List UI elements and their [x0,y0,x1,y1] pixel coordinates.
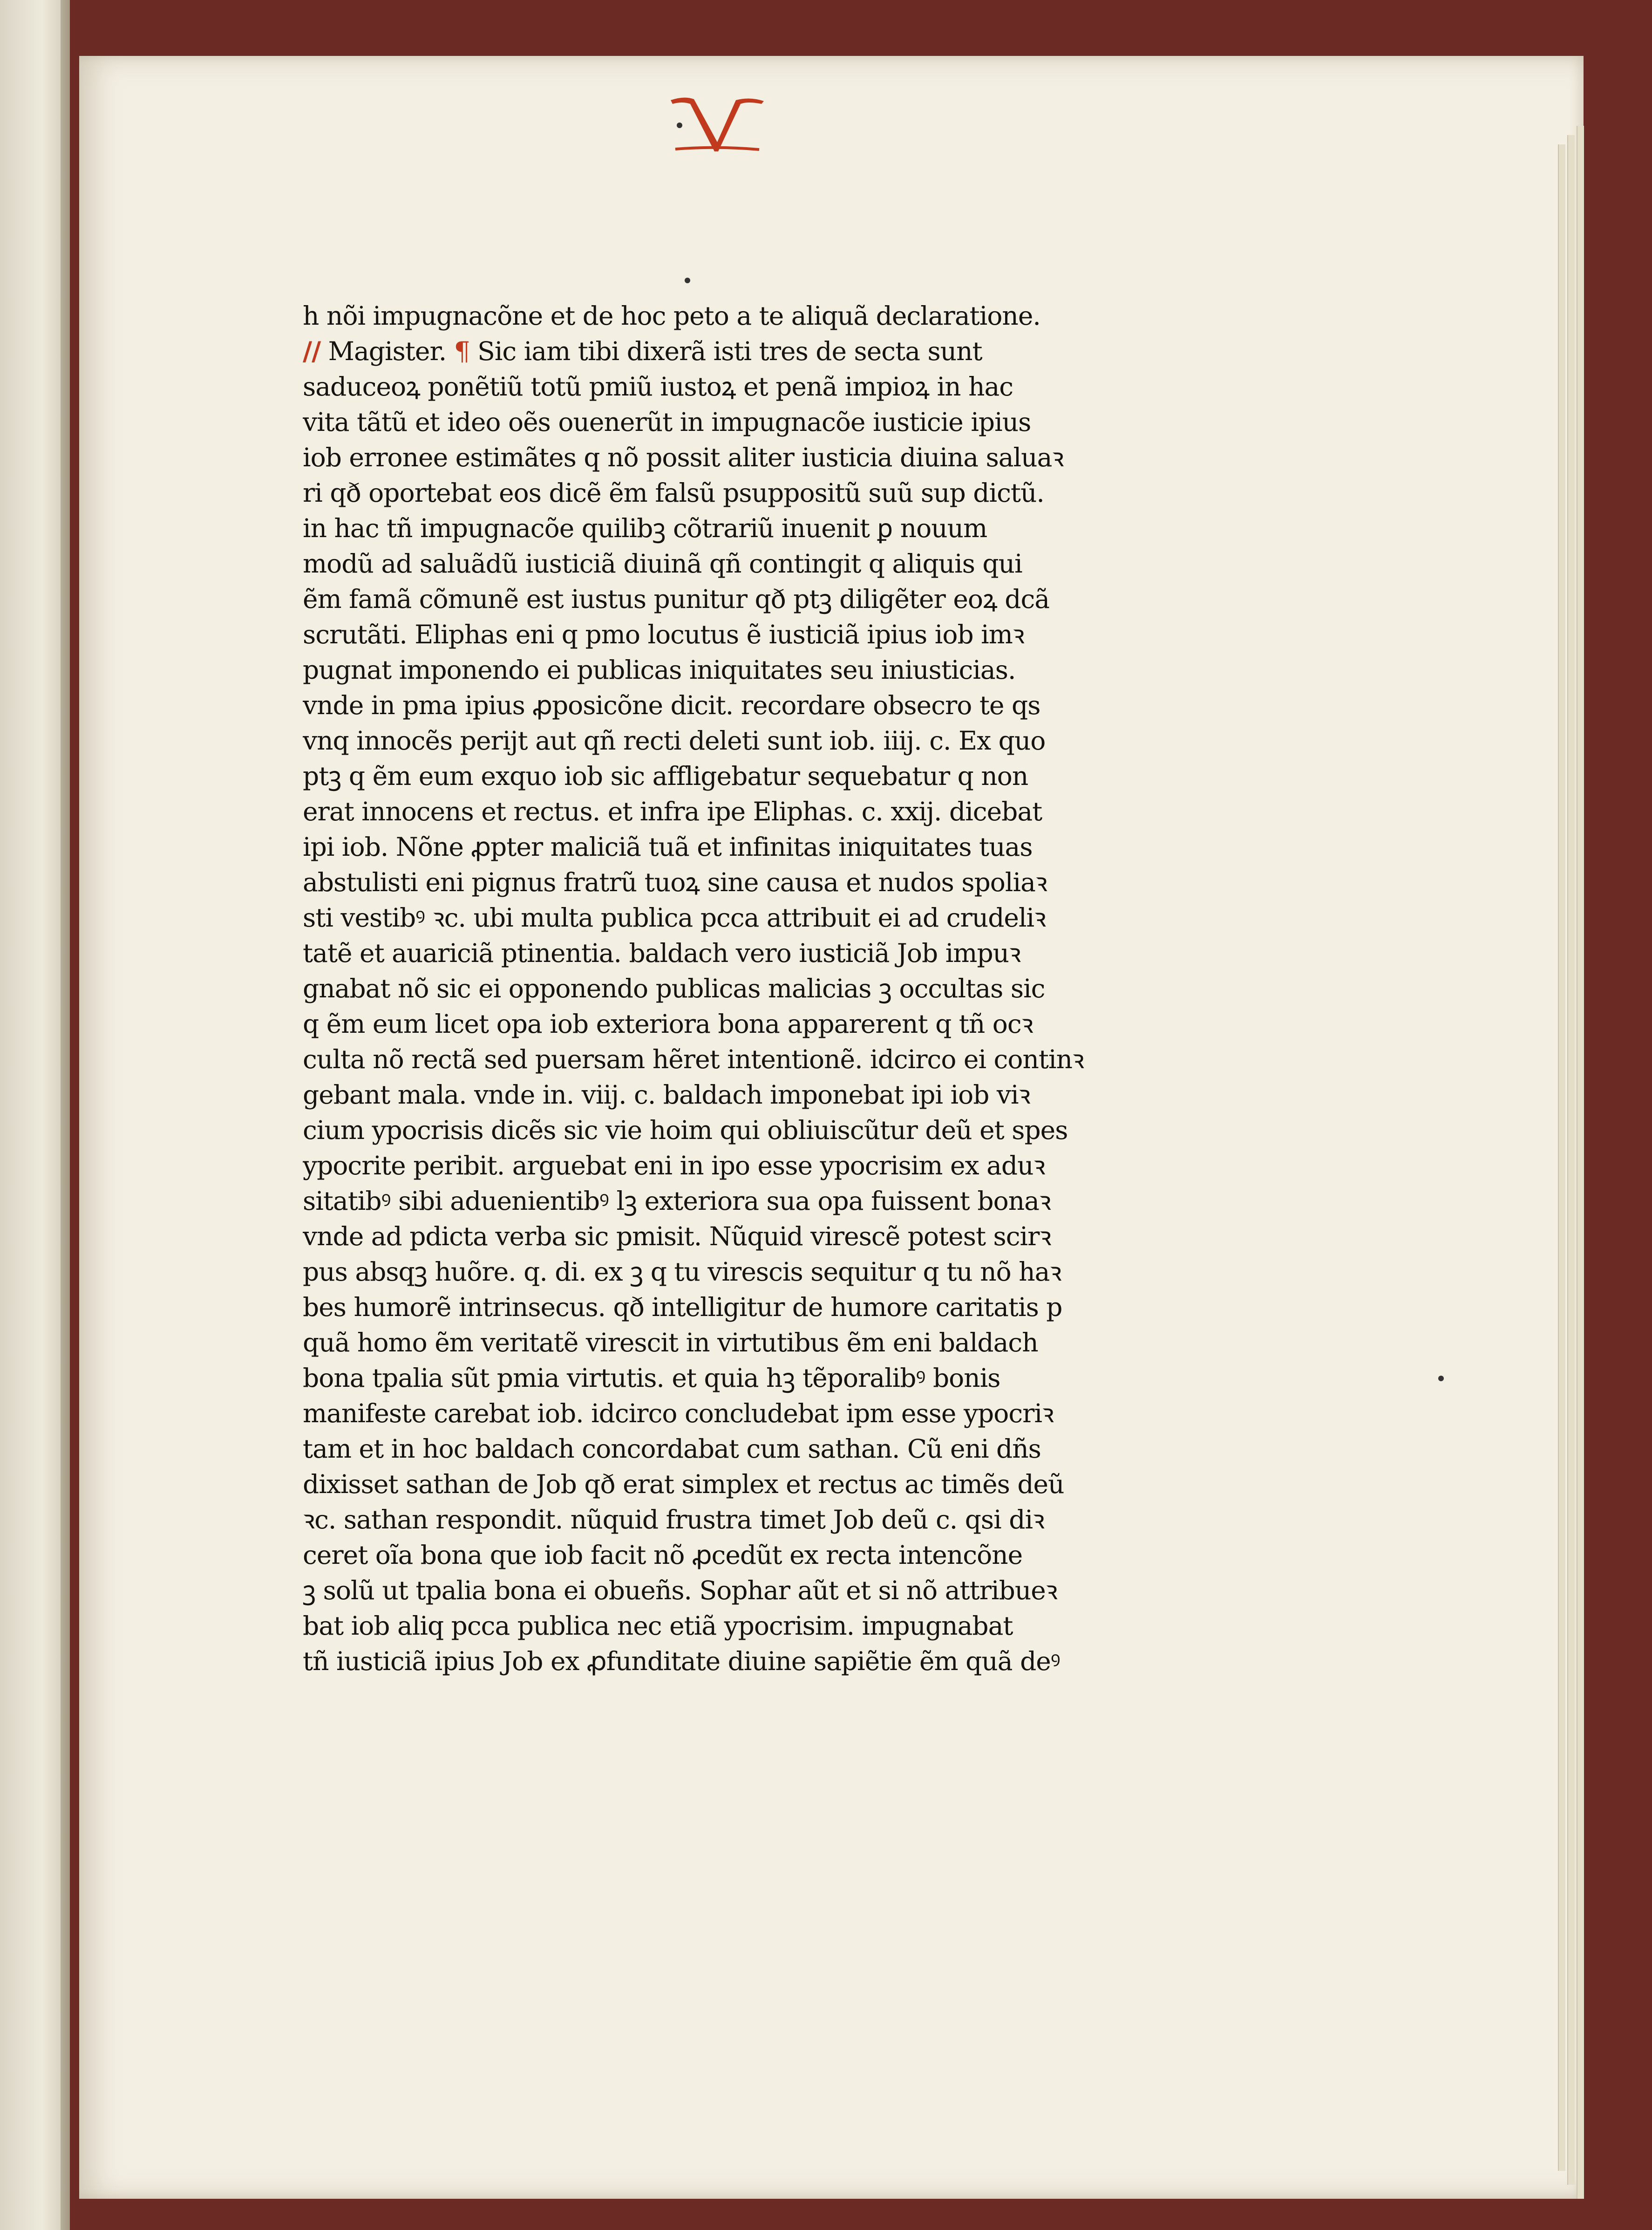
text-line: ẽm famã cõmunẽ est iustus punitur qð ptꝫ diligẽter eoꝝ dcã [303,584,1050,614]
signature-mark-v [666,91,768,161]
text-line: vnde in pma ipius ꝓposicõne dicit. recordare obsecro te qs [303,690,1040,720]
speaker-label: Magister. [328,336,447,366]
facing-page-edge [0,0,70,2230]
text-line: ptꝫ q ẽm eum exquo iob sic affligebatur sequebatur q non [303,761,1028,791]
text-line: modũ ad saluãdũ iusticiã diuinã qñ contingit q aliquis qui [303,549,1022,579]
text-line: pus absqꝫ huõre. q. di. ex ꝫ q tu virescis sequitur q tu nõ haꝛ [303,1257,1061,1287]
text-line: abstulisti eni pignus fratrũ tuoꝝ sine causa et nudos spoliaꝛ [303,867,1047,897]
text-line: ꝫ solũ ut tpalia bona ei obueñs. Sophar aũt et si nõ attribueꝛ [303,1575,1057,1605]
page-fore-edge [1577,126,1584,2199]
ink-dot [685,278,690,283]
text-line: sti vestibꝰ ꝛc. ubi multa publica pcca attribuit ei ad crudeliꝛ [303,903,1046,933]
text-line: saduceoꝝ ponẽtiũ totũ pmiũ iustoꝝ et penã impioꝝ in hac [303,372,1013,402]
text-line: gebant mala. vnde in. viij. c. baldach imponebat ipi iob viꝛ [303,1080,1030,1110]
text-line: ipi iob. Nõne ꝓpter maliciã tuã et infinitas iniquitates tuas [303,832,1033,862]
text-line: cium ypocrisis dicẽs sic vie hoim qui obliuiscũtur deũ et spes [303,1115,1068,1145]
text-line: erat innocens et rectus. et infra ipe Eliphas. c. xxij. dicebat [303,797,1042,826]
text-line: pugnat imponendo ei publicas iniquitates seu iniusticias. [303,655,1016,685]
text-line: tam et in hoc baldach concordabat cum sathan. Cũ eni dñs [303,1434,1041,1464]
text-line: scrutãti. Eliphas eni q pmo locutus ẽ iusticiã ipius iob imꝛ [303,620,1024,649]
text-line: tñ iusticiã ipius Job ex ꝓfunditate diuine sapiẽtie ẽm quã deꝰ [303,1646,1060,1676]
text-line: bes humorẽ intrinsecus. qð intelligitur de humore caritatis p [303,1292,1062,1322]
text-line: gnabat nõ sic ei opponendo publicas malicias ꝫ occultas sic [303,974,1045,1003]
text-line: ypocrite peribit. arguebat eni in ipo esse ypocrisim ex aduꝛ [303,1151,1045,1180]
text-line: in hac tñ impugnacõe quilibꝫ cõtrariũ inuenit ꝑ nouum [303,513,987,543]
speaker-line [303,334,1211,369]
text-line: sitatibꝰ sibi aduenientibꝰ lꝫ exteriora sua opa fuissent bonaꝛ [303,1186,1051,1216]
text-line: bat iob aliq pcca publica nec etiã ypocrisim. impugnabat [303,1611,1013,1641]
text-line: culta nõ rectã sed puersam hẽret intentionẽ. idcirco ei continꝛ [303,1044,1084,1074]
text-line: ꝛc. sathan respondit. nũquid frustra timet Job deũ c. qsi diꝛ [303,1505,1045,1534]
text-line: tatẽ et auariciã ptinentia. baldach vero iusticiã Job impuꝛ [303,938,1021,968]
speaker-mark: // [303,336,321,366]
text-line: Sic iam tibi dixerã isti tres de secta sunt [477,336,982,366]
text-line: q ẽm eum licet opa iob exteriora bona apparerent q tñ ocꝛ [303,1009,1033,1039]
text-line: manifeste carebat iob. idcirco concludebat ipm esse ypocriꝛ [303,1398,1054,1428]
main-text-block [303,298,1211,1679]
text-line: vita tãtũ et ideo oẽs ouenerũt in impugnacõe iusticie ipius [303,407,1031,437]
ink-dot [1438,1376,1444,1381]
text-line: quã homo ẽm veritatẽ virescit in virtutibus ẽm eni baldach [303,1328,1038,1357]
page-fore-edge [1558,144,1565,2171]
paragraph-mark: ¶ [454,336,470,366]
text-line: ceret oĩa bona que iob facit nõ ꝓcedũt ex recta intencõne [303,1540,1023,1570]
text-line: ri qð oportebat eos dicẽ ẽm falsũ psuppositũ suũ sup dictũ. [303,478,1044,508]
text-line: iob erronee estimãtes q nõ possit aliter iusticia diuina saluaꝛ [303,443,1064,472]
text-line: bona tpalia sũt pmia virtutis. et quia hꝫ tẽporalibꝰ bonis [303,1363,1000,1393]
text-line: vnq innocẽs perijt aut qñ recti deleti sunt iob. iiij. c. Ex quo [303,726,1046,756]
page-fore-edge [1567,135,1575,2185]
text-line-first: h nõi impugnacõne et de hoc peto a te aliquã declaratione. [303,301,1040,331]
text-line: dixisset sathan de Job qð erat simplex et rectus ac timẽs deũ [303,1469,1064,1499]
text-line: vnde ad pdicta verba sic pmisit. Nũquid virescẽ potest scirꝛ [303,1221,1051,1251]
